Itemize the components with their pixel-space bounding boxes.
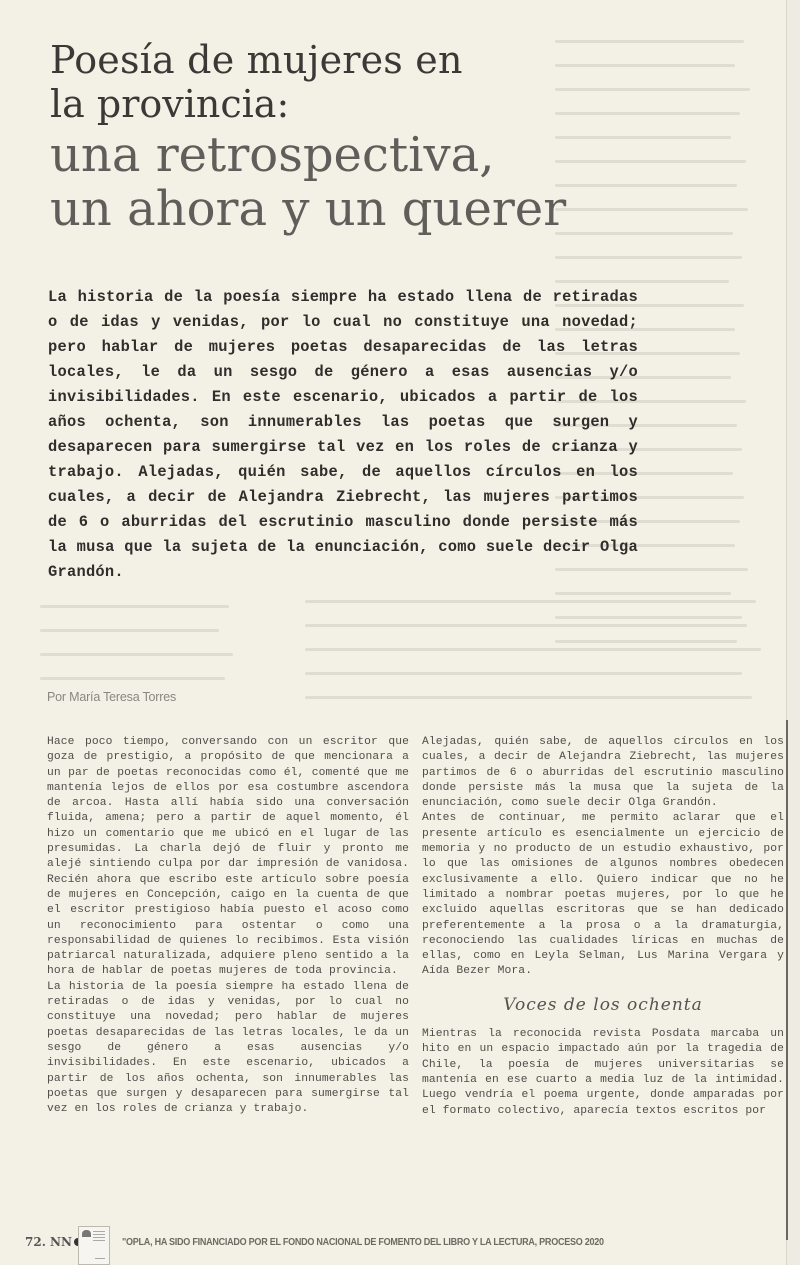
paragraph: Mientras la reconocida revista Posdata marcaba un hito en un espacio impactado aún por la tragedia de Chile, la poesía de mujeres universitarias se mantenía en ese cuarto a media luz de la intimidad. Luego vendría el poema urgente, donde amparadas por el formato colectivo, aparecía textos escritos por xyxy=(422,1028,784,1117)
paragraph: Alejadas, quién sabe, de aquellos círculos en los cuales, a decir de Alejandra Ziebrecht, las mujeres partimos de 6 o aburridas del escrutinio masculino donde persiste más la musa que la sujeta de la enunciación, como suele decir Olga Grandón. xyxy=(422,736,784,810)
article-title xyxy=(50,38,670,236)
title-line: una retrospectiva, xyxy=(50,127,495,183)
byline: Por María Teresa Torres xyxy=(47,690,177,704)
paragraph: Hace poco tiempo, conversando con un escritor que goza de prestigio, a propósito de que mencionara a un par de poetas reconocidas como él, comenté que me mantenía lejos de ellos por esa costumbre ascendora de arcoa. Hasta allí había sido una conversación fluida, amena; pero a partir de aquel momento, él hizo un comentario que me ubicó en el lugar de las presumidas. La charla dejó de fluir y pronto me alejé sintiendo culpa por dar impresión de vanidosa. Recién ahora que escribo este artículo sobre poesía de mujeres en Concepción, caigo en la cuenta de que el escritor prestigioso había puesto el acoso como un reconocimiento para ostentar o como una responsabilidad de quienes lo recibimos. Esta visión patriarcal naturalizada, adquiere pleno sentido a la hora de hablar de poetas mujeres de toda provincia. xyxy=(47,736,409,978)
government-seal-logo-icon xyxy=(78,1226,110,1265)
title-line: la provincia: xyxy=(50,82,290,126)
page-edge xyxy=(786,0,800,1265)
page-number xyxy=(25,1235,82,1249)
funding-note: "OPLA, HA SIDO FINANCIADO POR EL FONDO NACIONAL DE FOMENTO DEL LIBRO Y LA LECTURA, PROCESO 2020 xyxy=(122,1236,604,1248)
page-number-text: 72. NN xyxy=(25,1235,72,1249)
page-edge-line xyxy=(786,720,788,1240)
paragraph: Antes de continuar, me permito aclarar que el presente artículo es esencialmente un ejercicio de memoria y no producto de un estudio exhaustivo, por lo que las omisiones de algunos nombres obedecen exclusivamente a ello. Quiero indicar que no he limitado a nombrar poetas mujeres, por lo que he excluido aquellas escritoras que se han dedicado preferentemente a la prosa o a la dramaturgia, reconociendo las cualidades líricas en muchas de ellas, como en Leyla Selman, Lus Marina Vergara y Aída Bezer Mora. xyxy=(422,812,784,978)
body-column-left xyxy=(47,735,409,1117)
title-line: Poesía de mujeres en xyxy=(50,38,463,82)
article-intro: La historia de la poesía siempre ha estado llena de retiradas o de idas y venidas, por lo cual no constituye una novedad; pero hablar de mujeres poetas desaparecidas de las letras locales, le da un sesgo de género a esas ausencias y/o invisibilidades. En este escenario, ubicados a partir de los años ochenta, son innumerables las poetas que surgen y desaparecen para sumergirse tal vez en los roles de crianza y trabajo. Alejadas, quién sabe, de aquellos círculos en los cuales, a decir de Alejandra Ziebrecht, las mujeres partimos de 6 o aburridas del escrutinio masculino donde persiste más la musa que la sujeta de la enunciación, como suele decir Olga Grandón. xyxy=(48,288,638,581)
title-line: un ahora y un querer xyxy=(50,181,567,237)
body-column-right xyxy=(422,735,784,1119)
section-heading: Voces de los ochenta xyxy=(503,994,703,1015)
page-footer xyxy=(0,1226,786,1265)
paragraph: La historia de la poesía siempre ha estado llena de retiradas o de idas y venidas, por lo cual no constituye una novedad; pero hablar de mujeres poetas desaparecidas de las letras locales, le da un sesgo de género a esas ausencias y/o invisibilidades. En este escenario, ubicados a partir de los años ochenta, son innumerables las poetas que surgen y desaparecen para sumergirse tal vez en los roles de crianza y trabajo. xyxy=(47,980,409,1116)
show-through-texture xyxy=(40,605,250,701)
show-through-texture xyxy=(305,600,775,720)
